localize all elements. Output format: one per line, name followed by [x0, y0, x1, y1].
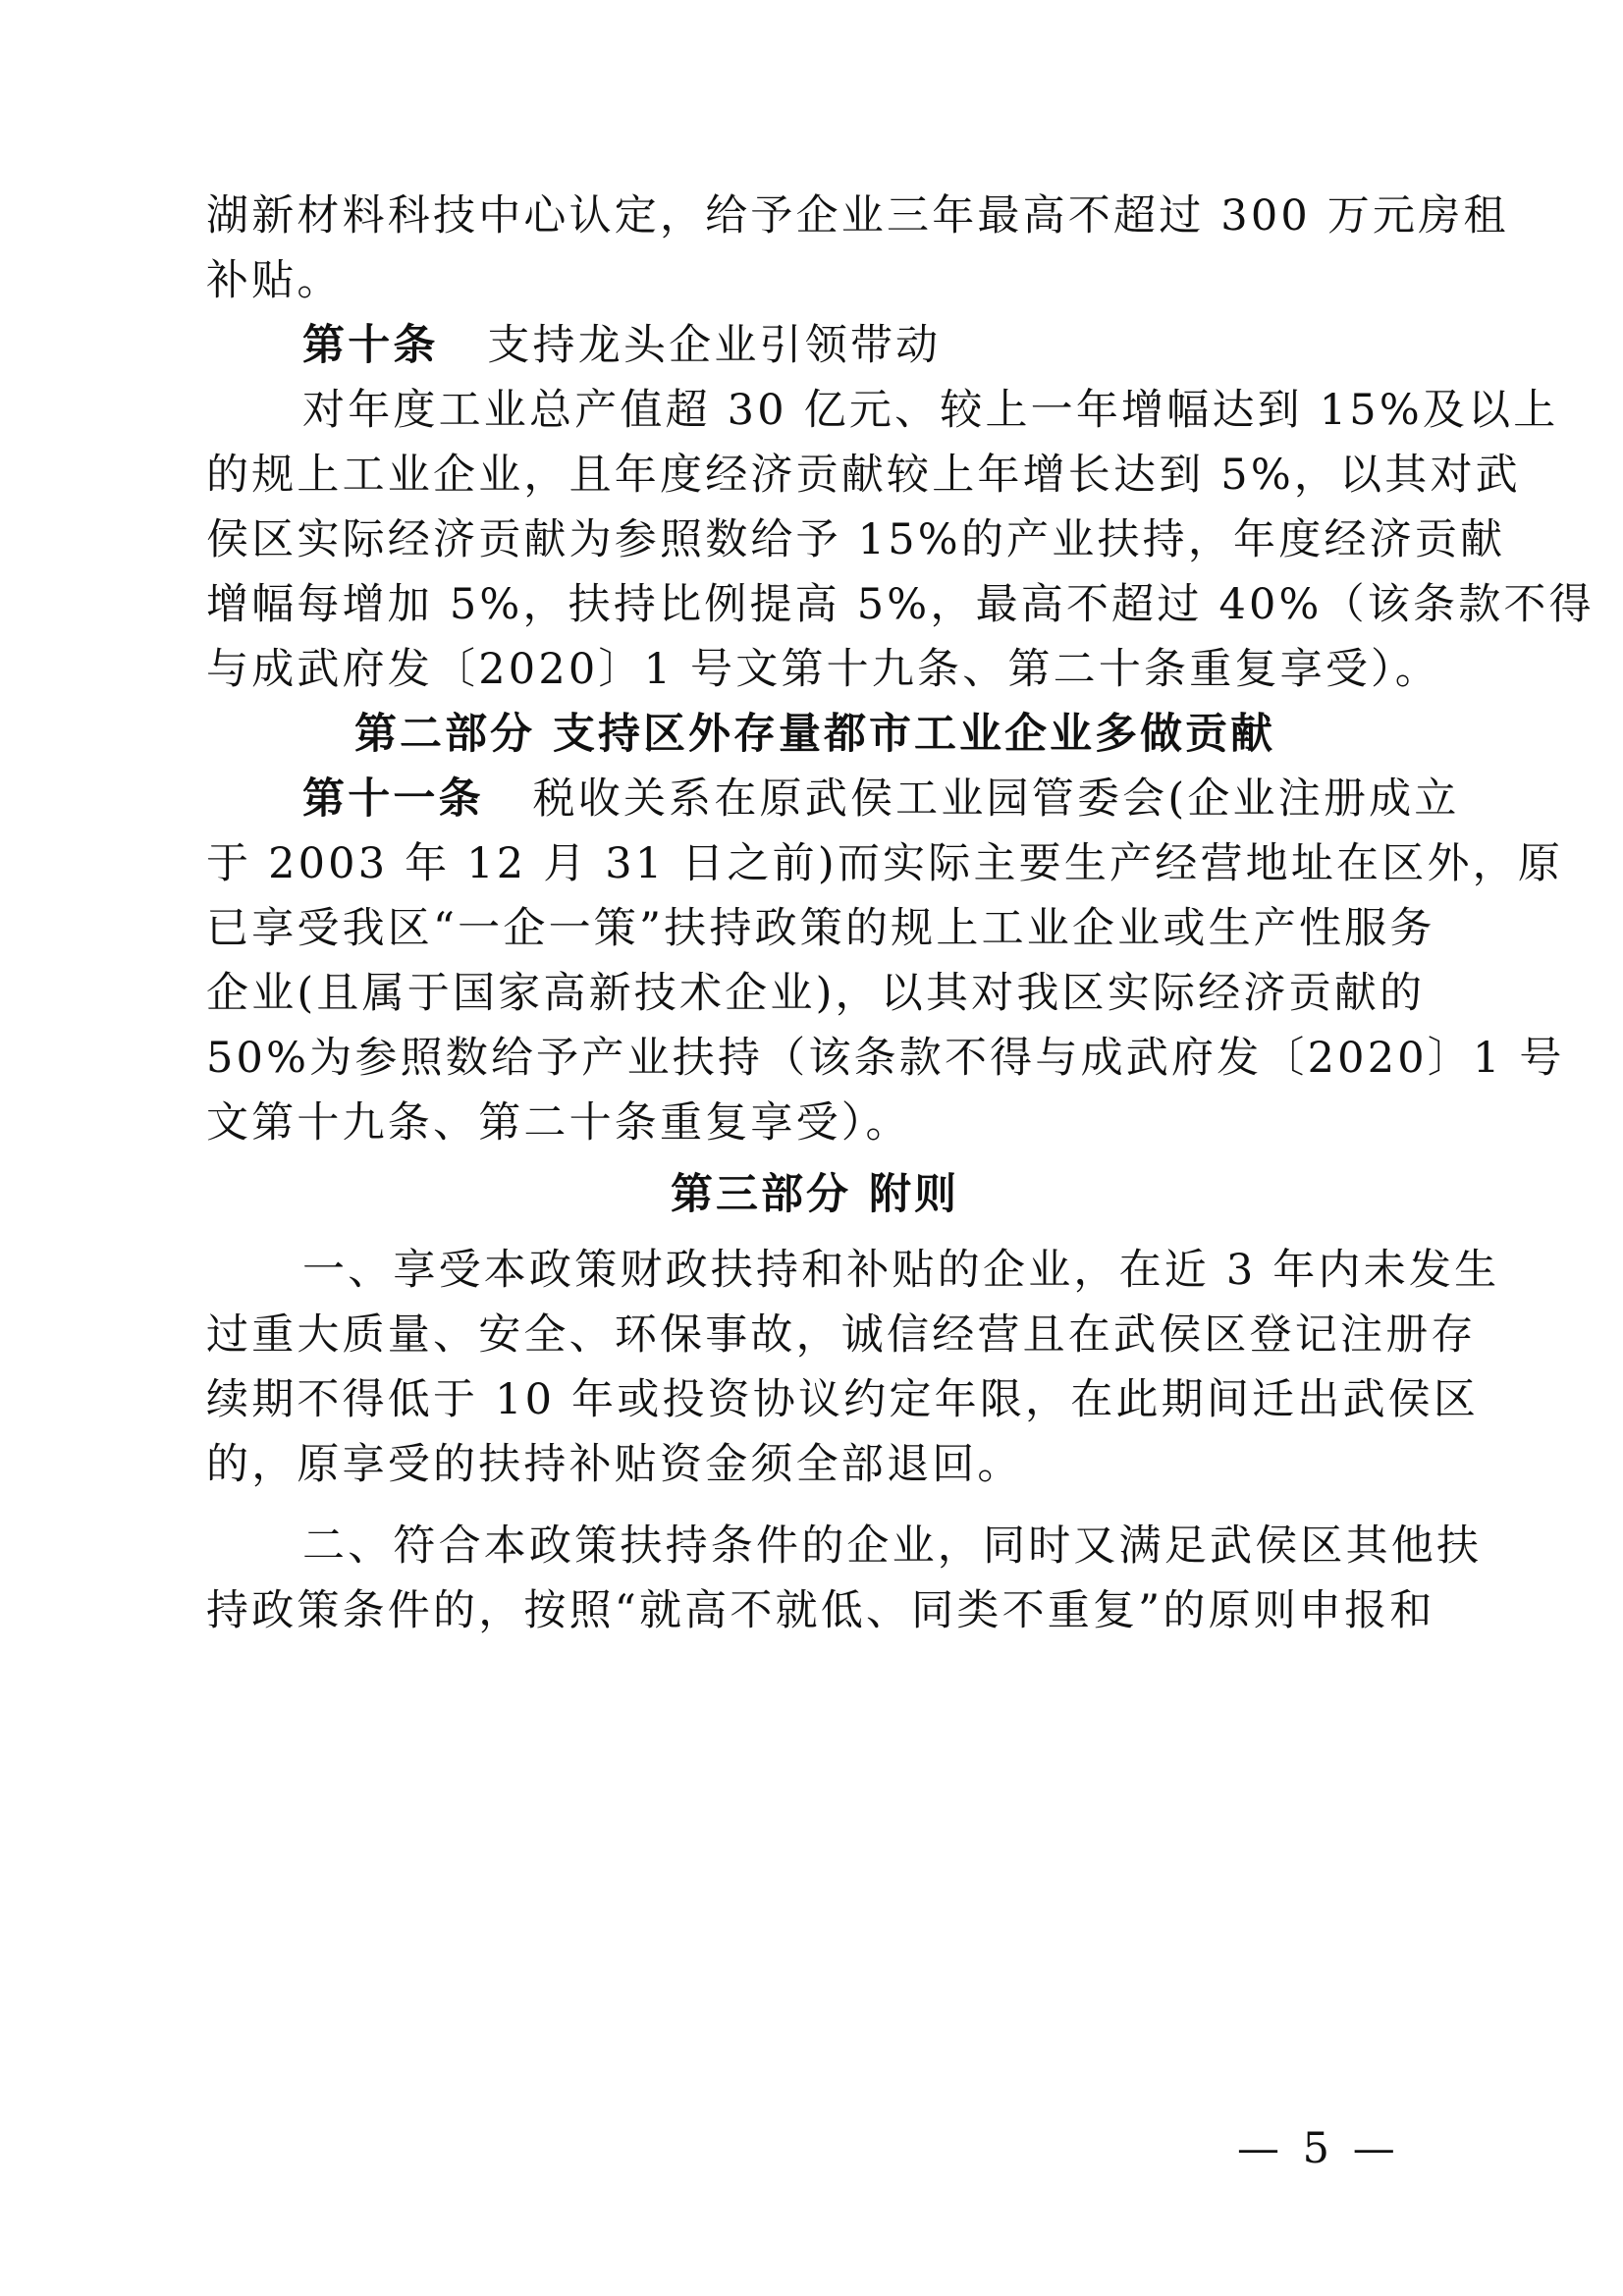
- article-11-label: 第十一条: [302, 774, 484, 824]
- body-line: 对年度工业总产值超 30 亿元、较上一年增幅达到 15%及以上: [302, 386, 1559, 435]
- body-line: 一、享受本政策财政扶持和补贴的企业，在近 3 年内未发生: [302, 1246, 1500, 1295]
- article-10-label: 第十条: [302, 321, 439, 370]
- body-line: 的，原享受的扶持补贴资金须全部退回。: [206, 1440, 1023, 1489]
- body-line: 侯区实际经济贡献为参照数给予 15%的产业扶持，年度经济贡献: [206, 515, 1506, 564]
- article-11-heading: [302, 771, 1460, 828]
- body-line: 与成武府发〔2020〕1 号文第十九条、第二十条重复享受）。: [206, 645, 1440, 694]
- body-line: 湖新材料科技中心认定，给予企业三年最高不超过 300 万元房租: [206, 191, 1509, 240]
- body-line: 持政策条件的，按照“就高不就低、同类不重复”的原则申报和: [206, 1586, 1435, 1635]
- body-line: 已享受我区“一企一策”扶持政策的规上工业企业或生产性服务: [206, 904, 1435, 953]
- body-line: 文第十九条、第二十条重复享受）。: [206, 1098, 911, 1148]
- body-line: 的规上工业企业，且年度经济贡献较上年增长达到 5%，以其对武: [206, 451, 1521, 500]
- article-10-title: 支持龙头企业引领带动: [487, 321, 942, 370]
- article-10-heading: [302, 317, 1424, 374]
- part-2-heading: 第二部分 支持区外存量都市工业企业多做贡献: [354, 710, 1275, 759]
- body-line: 50%为参照数给予产业扶持（该条款不得与成武府发〔2020〕1 号: [206, 1034, 1565, 1083]
- body-line: 补贴。: [206, 256, 343, 305]
- part-3-heading: 第三部分 附则: [671, 1170, 959, 1219]
- body-line: 增幅每增加 5%，扶持比例提高 5%，最高不超过 40%（该条款不得: [206, 580, 1595, 629]
- article-11-text: 税收关系在原武侯工业园管委会(企业注册成立: [532, 774, 1460, 824]
- body-line: 企业(且属于国家高新技术企业)，以其对我区实际经济贡献的: [206, 969, 1426, 1018]
- body-line: 二、符合本政策扶持条件的企业，同时又满足武侯区其他扶: [302, 1522, 1483, 1571]
- page-number: — 5 —: [1237, 2124, 1400, 2173]
- body-line: 于 2003 年 12 月 31 日之前)而实际主要生产经营地址在区外，原: [206, 839, 1564, 888]
- body-line: 过重大质量、安全、环保事故，诚信经营且在武侯区登记注册存: [206, 1310, 1477, 1360]
- body-line: 续期不得低于 10 年或投资协议约定年限，在此期间迁出武侯区: [206, 1375, 1480, 1424]
